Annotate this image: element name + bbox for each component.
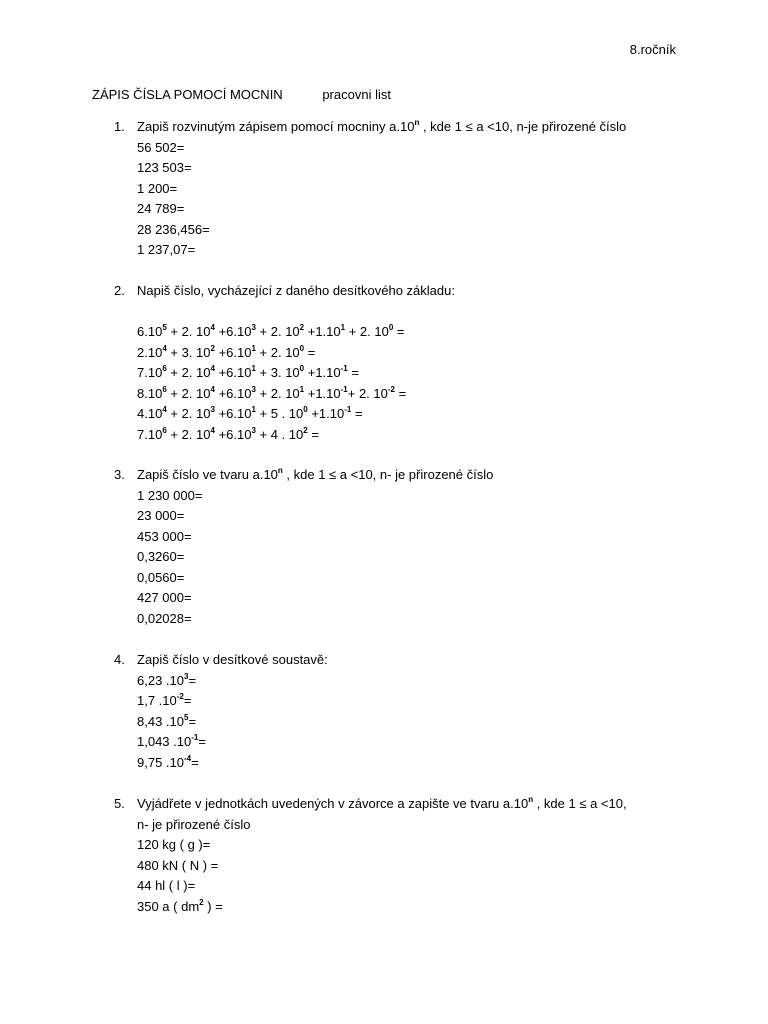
task-instruction-continued: n- je přirozené číslo (137, 816, 251, 832)
task-instruction: Zapiš číslo v desítkové soustavě: (137, 652, 328, 667)
exponent: -1 (191, 733, 199, 742)
exponent: -1 (340, 384, 348, 394)
exercise-item: $8.10^6 + 2$. $10^4 +6.10^3 + 2$. $10^1 +1.10^{-1}+ 2$. $10^{-2}$ = (137, 384, 407, 401)
exponent: 6 (162, 364, 167, 373)
worksheet-subtitle: pracovni list (322, 87, 391, 102)
exercise-item: 0,3260= (137, 549, 185, 564)
exercise-item: 1,7 $.10^{-2}=$ (137, 692, 192, 708)
worksheet-title: ZÁPIS ČÍSLA POMOCÍ MOCNIN (92, 87, 283, 102)
exponent: 0 (303, 405, 308, 414)
exponent: 6 (162, 384, 167, 394)
exponent: 0 (299, 364, 305, 373)
exponent: 3 (251, 425, 256, 435)
task-body (137, 281, 698, 445)
exponent: -4 (184, 753, 192, 763)
task-2 (114, 281, 698, 445)
exercise-item: $6.10^5 + 2$. $10^4 +6.10^3 + 2$. $10^2 +1.10^1 + 2$. $10^0$ = (137, 323, 405, 339)
exercise-item: $7.10^6 + 2$. $10^4 +6.10^3 + 4$ . $10^2$ = (137, 425, 319, 442)
exponent: 4 (210, 323, 215, 332)
task-4 (114, 650, 698, 773)
exercise-item: 24 789= (137, 201, 185, 216)
exponent: n (528, 795, 534, 804)
exponent: 2 (303, 425, 308, 435)
exponent: 4 (162, 405, 167, 414)
task-body (137, 117, 698, 261)
exercise-item: 56 502= (137, 139, 185, 155)
exercise-item: 1 200= (137, 180, 178, 196)
task-instruction: Zapiš číslo ve tvaru a.10$^n$ , kde 1 ≤ a <10, n- je přirozené číslo (137, 466, 494, 482)
exercise-item: 1 237,07= (137, 242, 196, 257)
exercise-item: 1 230 000= (137, 487, 203, 503)
spacer (137, 302, 698, 323)
exponent: 5 (184, 712, 189, 722)
exercise-item: 8,43 $.10^5=$ (137, 712, 197, 729)
exponent: 4 (210, 425, 215, 435)
exponent: 1 (299, 384, 305, 394)
exponent: 3 (251, 323, 256, 332)
exponent: 2 (299, 323, 305, 332)
exercise-item: 23 000= (137, 508, 185, 523)
task-body (137, 794, 698, 917)
task-1 (114, 117, 698, 261)
exponent: 0 (299, 343, 305, 353)
exponent: 3 (251, 384, 256, 394)
exponent: 3 (210, 405, 215, 414)
exercise-item: $7.10^6 + 2$. $10^4 +6.10^1 + 3$. $10^0 +1.10^{-1}$ = (137, 364, 359, 380)
task-number: 5. (114, 796, 125, 811)
exponent: n (414, 118, 420, 127)
task-body (137, 465, 698, 629)
task-5 (114, 794, 698, 917)
task-instruction: Vyjádřete v jednotkách uvedených v závorce a zapište ve tvaru a.10$^n$ , kde 1 ≤ a <10, (137, 795, 627, 811)
exponent: n (277, 466, 283, 475)
task-instruction: Zapiš rozvinutým zápisem pomocí mocniny a.10$^n$ , kde 1 ≤ a <10, n-je přirozené číslo (137, 118, 627, 134)
exponent: -2 (387, 384, 395, 394)
exponent: 1 (340, 323, 346, 332)
exponent: -1 (344, 405, 352, 414)
exercise-item: 28 236,456= (137, 221, 210, 237)
task-body (137, 650, 698, 773)
exponent: 5 (162, 323, 167, 332)
exponent: 0 (388, 323, 394, 332)
exponent: -1 (340, 364, 348, 373)
exercise-item: 9,75 $.10^{-4}=$ (137, 753, 199, 770)
task-number: 4. (114, 652, 125, 667)
exponent: 2 (210, 343, 215, 353)
exponent: 1 (251, 405, 256, 414)
exercise-item: 0,02028= (137, 610, 192, 626)
exponent: 4 (210, 384, 215, 394)
exercise-item: 44 hl ( l )= (137, 878, 196, 893)
task-number: 1. (114, 119, 125, 134)
exercise-item: 453 000= (137, 528, 192, 544)
exponent: 4 (162, 343, 167, 353)
title-row (92, 87, 391, 102)
exercise-item: 120 kg ( g )= (137, 837, 211, 852)
exercise-item: 480 kN ( N ) = (137, 857, 219, 873)
task-number: 3. (114, 467, 125, 482)
exercise-item: 0,0560= (137, 569, 185, 585)
exercise-item: $2.10^4 + 3$. $10^2 +6.10^1 + 2$. $10^0$ = (137, 343, 316, 360)
exponent: 1 (251, 364, 256, 373)
exercise-item: 1,043 $.10^{-1}=$ (137, 733, 206, 749)
task-3 (114, 465, 698, 629)
exponent: 2 (199, 897, 204, 907)
exercise-item: 350 a ( $dm^2$ ) = (137, 897, 223, 914)
exercise-item: 427 000= (137, 590, 192, 605)
task-number: 2. (114, 283, 125, 298)
exponent: 1 (251, 343, 256, 353)
exponent: 4 (210, 364, 215, 373)
exponent: -2 (176, 692, 184, 701)
exercise-item: 6,23 $.10^3=$ (137, 671, 197, 688)
exercise-item: $4.10^4 + 2$. $10^3 +6.10^1 + 5$ . $10^0 +1.10^{-1}$ = (137, 405, 363, 421)
task-instruction: Napiš číslo, vycházející z daného desítkového základu: (137, 283, 455, 298)
exponent: 6 (162, 425, 167, 435)
exponent: 3 (184, 671, 189, 681)
exercise-item: 123 503= (137, 160, 192, 175)
grade-label: 8.ročník (629, 42, 676, 57)
